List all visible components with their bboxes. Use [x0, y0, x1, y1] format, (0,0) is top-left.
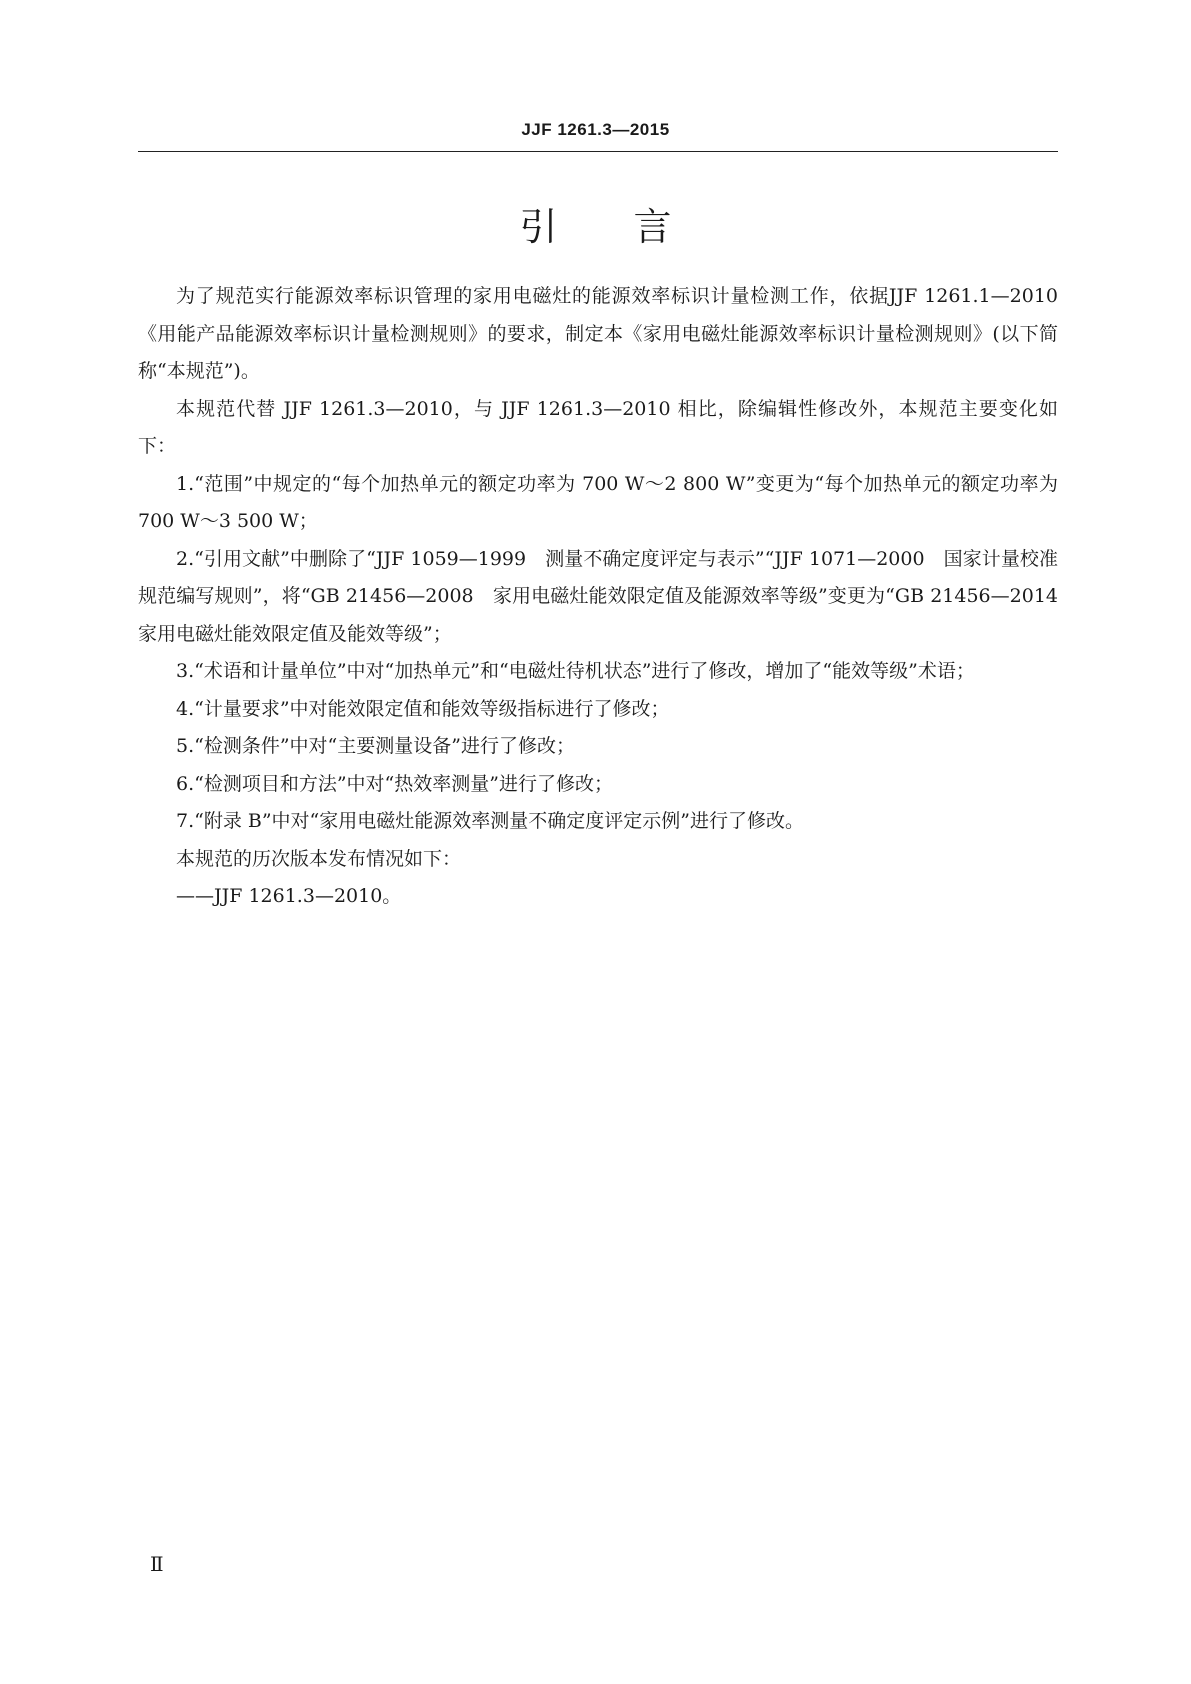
- paragraph-intro: 为了规范实行能源效率标识管理的家用电磁灶的能源效率标识计量检测工作，依据JJF 1261.1—2010《用能产品能源效率标识计量检测规则》的要求，制定本《家用电磁灶能源效率标识计量检测规则》(以下简称“本规范”)。: [138, 285, 1058, 382]
- title-char-1: 引: [519, 205, 558, 249]
- change-item-4: 4.“计量要求”中对能效限定值和能效等级指标进行了修改；: [176, 697, 670, 720]
- header-divider: [138, 151, 1058, 152]
- change-item-2: 2.“引用文献”中删除了“JJF 1059—1999 测量不确定度评定与表示”“JJF 1071—2000 国家计量校准规范编写规则”，将“GB 21456—2008 家用电磁灶能效限定值及能源效率等级”变更为“GB 21456—2014 家用电磁灶能效限定值及能效等级”；: [138, 547, 1078, 645]
- change-item-3: 3.“术语和计量单位”中对“加热单元”和“电磁灶待机状态”进行了修改，增加了“能效等级”术语；: [176, 660, 975, 682]
- history-heading: 本规范的历次版本发布情况如下：: [176, 847, 462, 870]
- change-item-7: 7.“附录 B”中对“家用电磁灶能源效率测量不确定度评定示例”进行了修改。: [176, 810, 804, 832]
- document-code: JJF 1261.3—2015: [521, 120, 670, 139]
- change-item-6: 6.“检测项目和方法”中对“热效率测量”进行了修改；: [176, 772, 613, 795]
- foreword-body: [138, 278, 1078, 916]
- change-item-1: 1.“范围”中规定的“每个加热单元的额定功率为 700 W～2 800 W”变更为“每个加热单元的额定功率为 700 W～3 500 W；: [138, 472, 1058, 532]
- change-item-5: 5.“检测条件”中对“主要测量设备”进行了修改；: [176, 735, 575, 757]
- history-item: ——JJF 1261.3—2010。: [176, 885, 402, 907]
- page-number: Ⅱ: [150, 1552, 164, 1576]
- page-title: [0, 196, 1191, 251]
- paragraph-replacement: 本规范代替 JJF 1261.3—2010，与 JJF 1261.3—2010 相比，除编辑性修改外，本规范主要变化如下：: [138, 397, 1058, 457]
- title-char-2: 言: [633, 205, 672, 249]
